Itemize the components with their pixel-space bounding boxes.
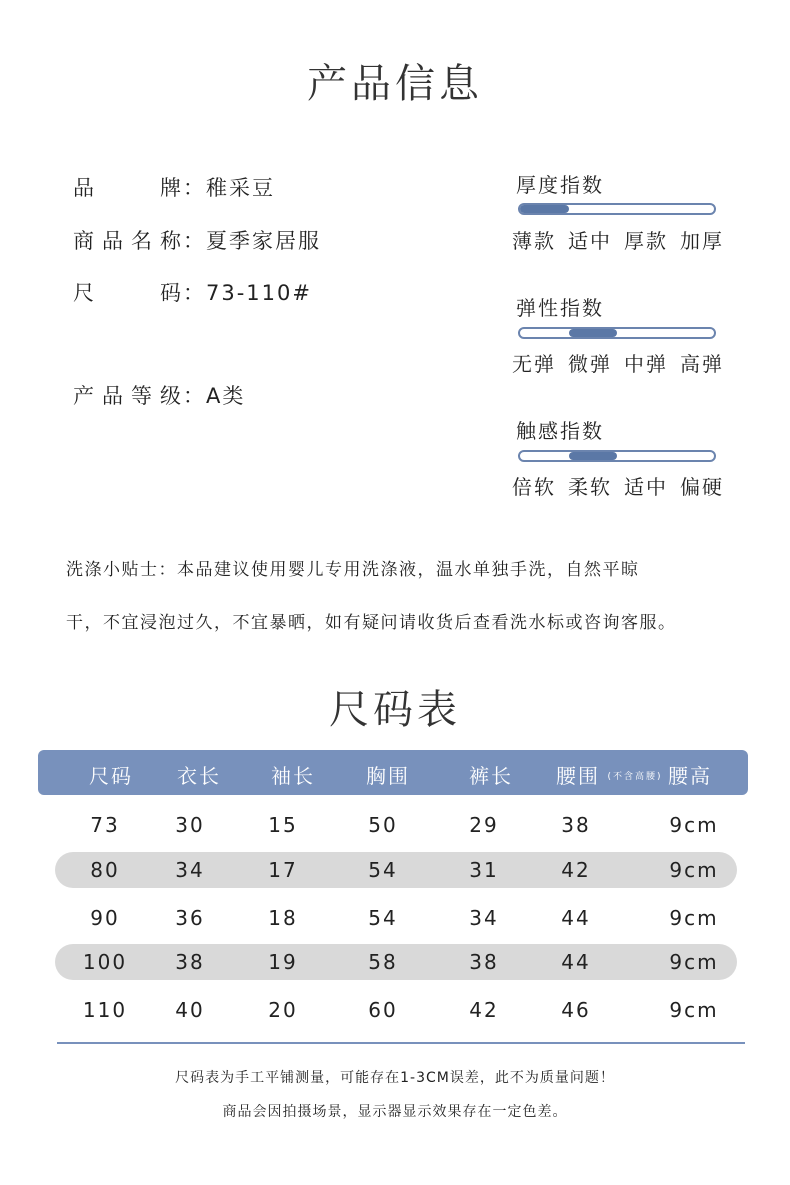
- table-cell: 17: [268, 858, 298, 882]
- option: 加厚: [680, 229, 724, 253]
- table-cell: 34: [469, 906, 499, 930]
- option: 高弹: [680, 352, 724, 376]
- table-cell: 9cm: [669, 858, 719, 882]
- table-cell: 42: [561, 858, 591, 882]
- table-cell: 46: [561, 998, 591, 1022]
- table-cell: 38: [175, 950, 205, 974]
- option: 中弹: [624, 352, 668, 376]
- wash-tip-line-1: 洗涤小贴士：本品建议使用婴儿专用洗涤液，温水单独手洗，自然平晾: [66, 560, 640, 580]
- table-cell: 60: [368, 998, 398, 1022]
- option: 适中: [624, 475, 668, 499]
- elasticity-bar: [518, 327, 716, 339]
- footer-note-1: 尺码表为手工平铺测量，可能存在1-3CM误差，此不为质量问题！: [175, 1070, 615, 1086]
- elasticity-fill: [569, 329, 618, 337]
- info-label: 尺码: [73, 281, 183, 305]
- option: 倍软: [512, 475, 556, 499]
- table-cell: 42: [469, 998, 499, 1022]
- info-size: [73, 277, 312, 307]
- table-cell: 15: [268, 813, 298, 837]
- table-cell: 80: [90, 858, 120, 882]
- table-cell: 34: [175, 858, 205, 882]
- thickness-options: [512, 225, 724, 254]
- col-waist-note: (不含高腰): [607, 772, 663, 782]
- table-cell: 54: [368, 906, 398, 930]
- table-cell: 18: [268, 906, 298, 930]
- table-cell: 40: [175, 998, 205, 1022]
- wash-tip-line-2: 干，不宜浸泡过久，不宜暴晒，如有疑问请收货后查看洗水标或咨询客服。: [66, 613, 677, 633]
- thickness-fill: [520, 205, 569, 213]
- table-cell: 44: [561, 950, 591, 974]
- touch-options: [512, 471, 724, 500]
- table-cell: 9cm: [669, 998, 719, 1022]
- table-cell: 54: [368, 858, 398, 882]
- table-cell: 9cm: [669, 813, 719, 837]
- elasticity-options: [512, 348, 724, 377]
- option: 偏硬: [680, 475, 724, 499]
- colon: ：: [183, 281, 206, 305]
- col-chest: 胸围: [366, 764, 410, 788]
- table-cell: 9cm: [669, 906, 719, 930]
- touch-fill: [569, 452, 618, 460]
- table-cell: 44: [561, 906, 591, 930]
- table-cell: 31: [469, 858, 499, 882]
- thickness-title: 厚度指数: [516, 173, 604, 197]
- col-pants: 裤长: [469, 764, 513, 788]
- colon: ：: [183, 384, 206, 408]
- divider: [57, 1042, 745, 1044]
- option: 无弹: [512, 352, 556, 376]
- thickness-bar: [518, 203, 716, 215]
- table-cell: 100: [82, 950, 128, 974]
- info-value: 稚采豆: [206, 176, 275, 200]
- option: 适中: [568, 229, 612, 253]
- colon: ：: [183, 176, 206, 200]
- info-value: A类: [206, 384, 246, 408]
- size-chart-title: 尺码表: [329, 687, 461, 733]
- col-size: 尺码: [89, 764, 133, 788]
- col-length: 衣长: [177, 764, 221, 788]
- info-label: 品牌: [73, 176, 183, 200]
- option: 薄款: [512, 229, 556, 253]
- col-waist-height: 腰高: [668, 764, 712, 788]
- table-cell: 20: [268, 998, 298, 1022]
- info-value: 夏季家居服: [206, 229, 321, 253]
- size-table-header: [38, 750, 748, 795]
- table-cell: 38: [561, 813, 591, 837]
- touch-bar: [518, 450, 716, 462]
- footer-note-2: 商品会因拍摄场景，显示器显示效果存在一定色差。: [222, 1104, 568, 1120]
- info-value: 73-110#: [206, 281, 312, 305]
- info-label: 产品等级: [73, 384, 183, 408]
- touch-title: 触感指数: [516, 419, 604, 443]
- option: 柔软: [568, 475, 612, 499]
- info-brand: [73, 172, 275, 202]
- info-grade: [73, 380, 245, 410]
- col-sleeve: 袖长: [271, 764, 315, 788]
- table-cell: 110: [82, 998, 128, 1022]
- table-cell: 50: [368, 813, 398, 837]
- table-cell: 19: [268, 950, 298, 974]
- table-cell: 38: [469, 950, 499, 974]
- table-cell: 9cm: [669, 950, 719, 974]
- col-waist: 腰围: [556, 764, 600, 788]
- info-label: 商品名称: [73, 229, 183, 253]
- option: 厚款: [624, 229, 668, 253]
- option: 微弹: [568, 352, 612, 376]
- table-cell: 90: [90, 906, 120, 930]
- table-cell: 73: [90, 813, 120, 837]
- table-cell: 36: [175, 906, 205, 930]
- colon: ：: [183, 229, 206, 253]
- page-title: 产品信息: [307, 61, 483, 107]
- table-cell: 30: [175, 813, 205, 837]
- table-cell: 58: [368, 950, 398, 974]
- elasticity-title: 弹性指数: [516, 296, 604, 320]
- table-cell: 29: [469, 813, 499, 837]
- info-product-name: [73, 225, 321, 255]
